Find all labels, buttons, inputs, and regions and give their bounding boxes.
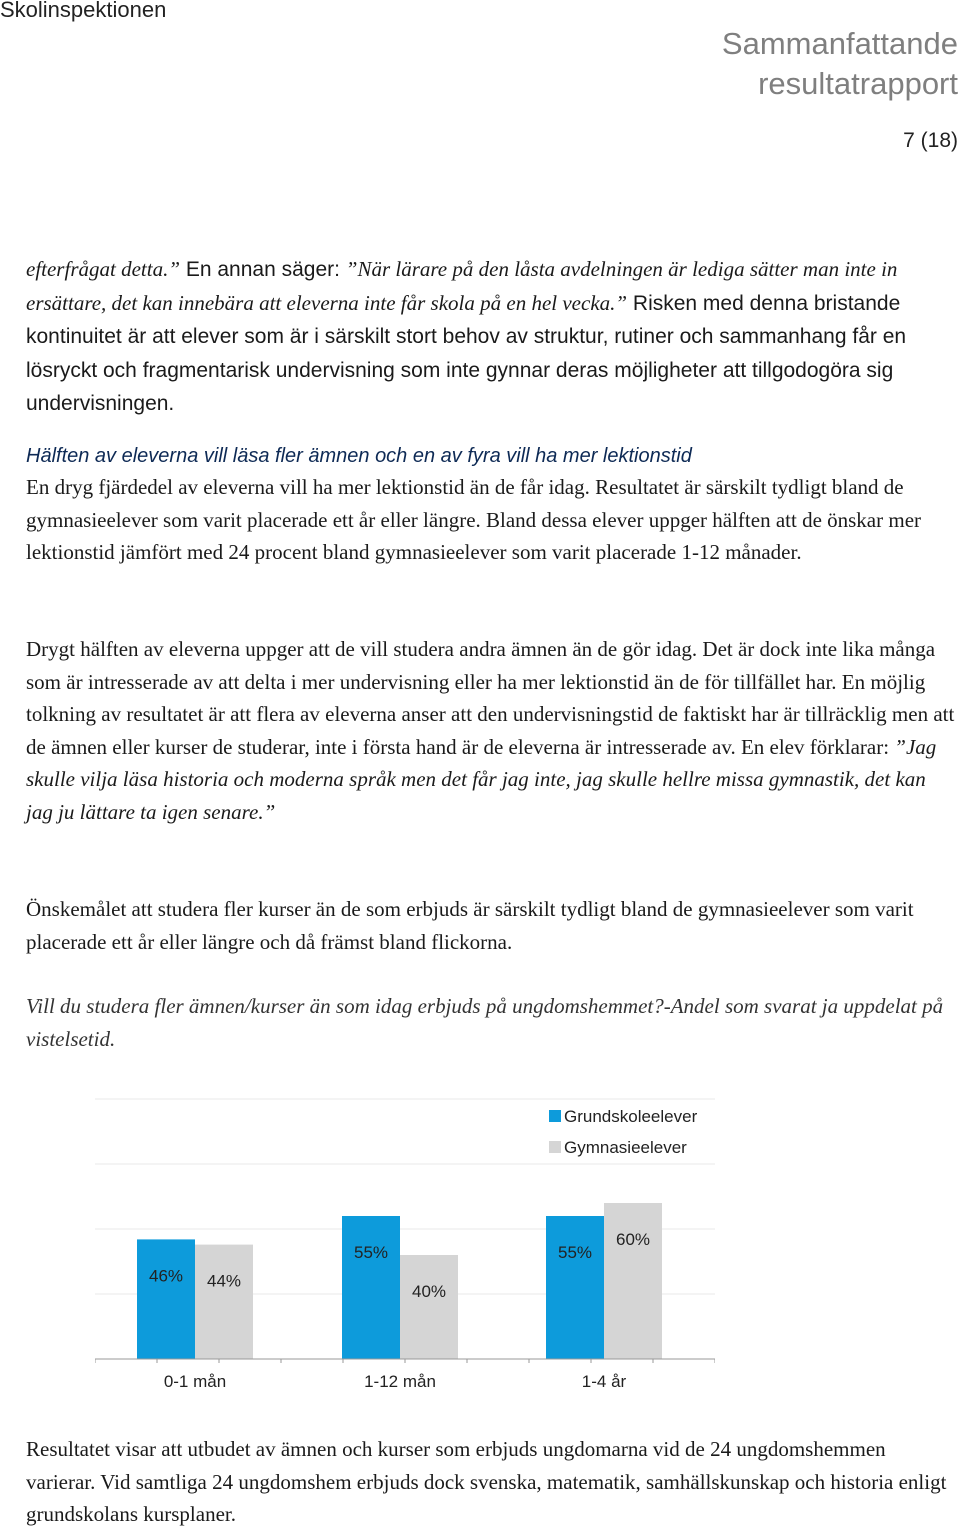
data-label: 60%	[615, 1230, 651, 1249]
paragraph-text: Drygt hälften av eleverna uppger att de vill studera andra ämnen än de gör idag. Det är dock inte lika många som är intresserade av att delta i mer undervisning eller ha mer lektionstid än de för tillfället har. En möjlig tolkning av resultatet är att flera av eleverna anser att den undervisningstid de faktiskt har är tillräcklig men att de ämnen eller kurser de studerar, inte i första hand är de eleverna är intresserade av. En elev förklarar:	[26, 637, 955, 759]
legend-label: Gymnasieelever	[564, 1138, 687, 1157]
paragraph-quote	[26, 253, 956, 421]
data-label: 55%	[557, 1243, 593, 1262]
chart-svg	[95, 1097, 715, 1407]
report-title	[722, 24, 958, 104]
report-title-line2: resultatrapport	[758, 66, 958, 101]
paragraph-text: En annan säger:	[180, 258, 346, 281]
data-label: 46%	[148, 1266, 184, 1286]
section-heading: Hälften av eleverna vill läsa fler ämnen och en av fyra vill ha mer lektionstid	[26, 445, 692, 467]
data-label: 44%	[206, 1271, 242, 1291]
bar-grundskoleelever	[546, 1216, 604, 1359]
bar-grundskoleelever	[342, 1216, 400, 1359]
legend-swatch	[549, 1141, 561, 1153]
chart-caption: Vill du studera fler ämnen/kurser än som idag erbjuds på ungdomshemmet?-Andel som svarat ja uppdelat på vistelsetid.	[26, 994, 944, 1051]
bar-gymnasieelever	[604, 1203, 662, 1359]
paragraph-amnen	[26, 633, 956, 828]
legend-label: Grundskoleelever	[564, 1107, 698, 1126]
data-label: 55%	[353, 1243, 389, 1262]
paragraph-kurser: Önskemålet att studera fler kurser än de som erbjuds är särskilt tydligt bland de gymnasieelever som varit placerade ett år eller längre och då främst bland flickorna.	[26, 897, 914, 954]
paragraph-utbud: Resultatet visar att utbudet av ämnen och kurser som erbjuds ungdomarna vid de 24 ungdomshemmen varierar. Vid samtliga 24 ungdomshem erbjuds dock svenska, matematik, samhällskunskap och historia enligt grundskolans kursplaner.	[26, 1437, 947, 1526]
organization-name: Skolinspektionen	[0, 0, 167, 22]
bar-gymnasieelever	[195, 1245, 253, 1359]
data-label: 40%	[411, 1282, 447, 1301]
paragraph-lektionstid: En dryg fjärdedel av eleverna vill ha mer lektionstid än de får idag. Resultatet är särskilt tydligt bland de gymnasieelever som varit placerade ett år eller längre. Bland dessa elever uppger hälften att de önskar mer lektionstid jämfört med 24 procent bland gymnasieelever som varit placerade 1-12 månader.	[26, 475, 922, 564]
bar-grundskoleelever	[137, 1239, 195, 1359]
tick-label: 1-12 mån	[364, 1372, 436, 1391]
quote-fragment: efterfrågat detta.”	[26, 257, 180, 281]
tick-label: 1-4 år	[581, 1372, 627, 1391]
legend-swatch	[549, 1110, 561, 1122]
tick-label: 0-1 mån	[163, 1372, 227, 1391]
quote-text: ”När lärare på den låsta avdelningen är lediga sätter man inte in ersättare, det kan innebära att eleverna inte får skola på en hel vecka.”	[26, 257, 898, 315]
quote-text: ”Jag skulle vilja läsa historia och moderna språk men det får jag inte, jag skulle hellre missa gymnastik, det kan jag ju lättare ta igen senare.”	[26, 734, 937, 824]
bar-gymnasieelever	[400, 1255, 458, 1359]
report-title-line1: Sammanfattande	[721, 26, 958, 61]
bar-chart	[95, 1097, 715, 1407]
paragraph-text: Risken med denna bristande kontinuitet är att elever som är i särskilt stort behov av struktur, rutiner och sammanhang får en lösryckt och fragmentarisk undervisning som inte gynnar deras möjligheter att tillgodogöra sig undervisningen.	[26, 291, 907, 415]
page-number: 7 (18)	[903, 129, 958, 152]
